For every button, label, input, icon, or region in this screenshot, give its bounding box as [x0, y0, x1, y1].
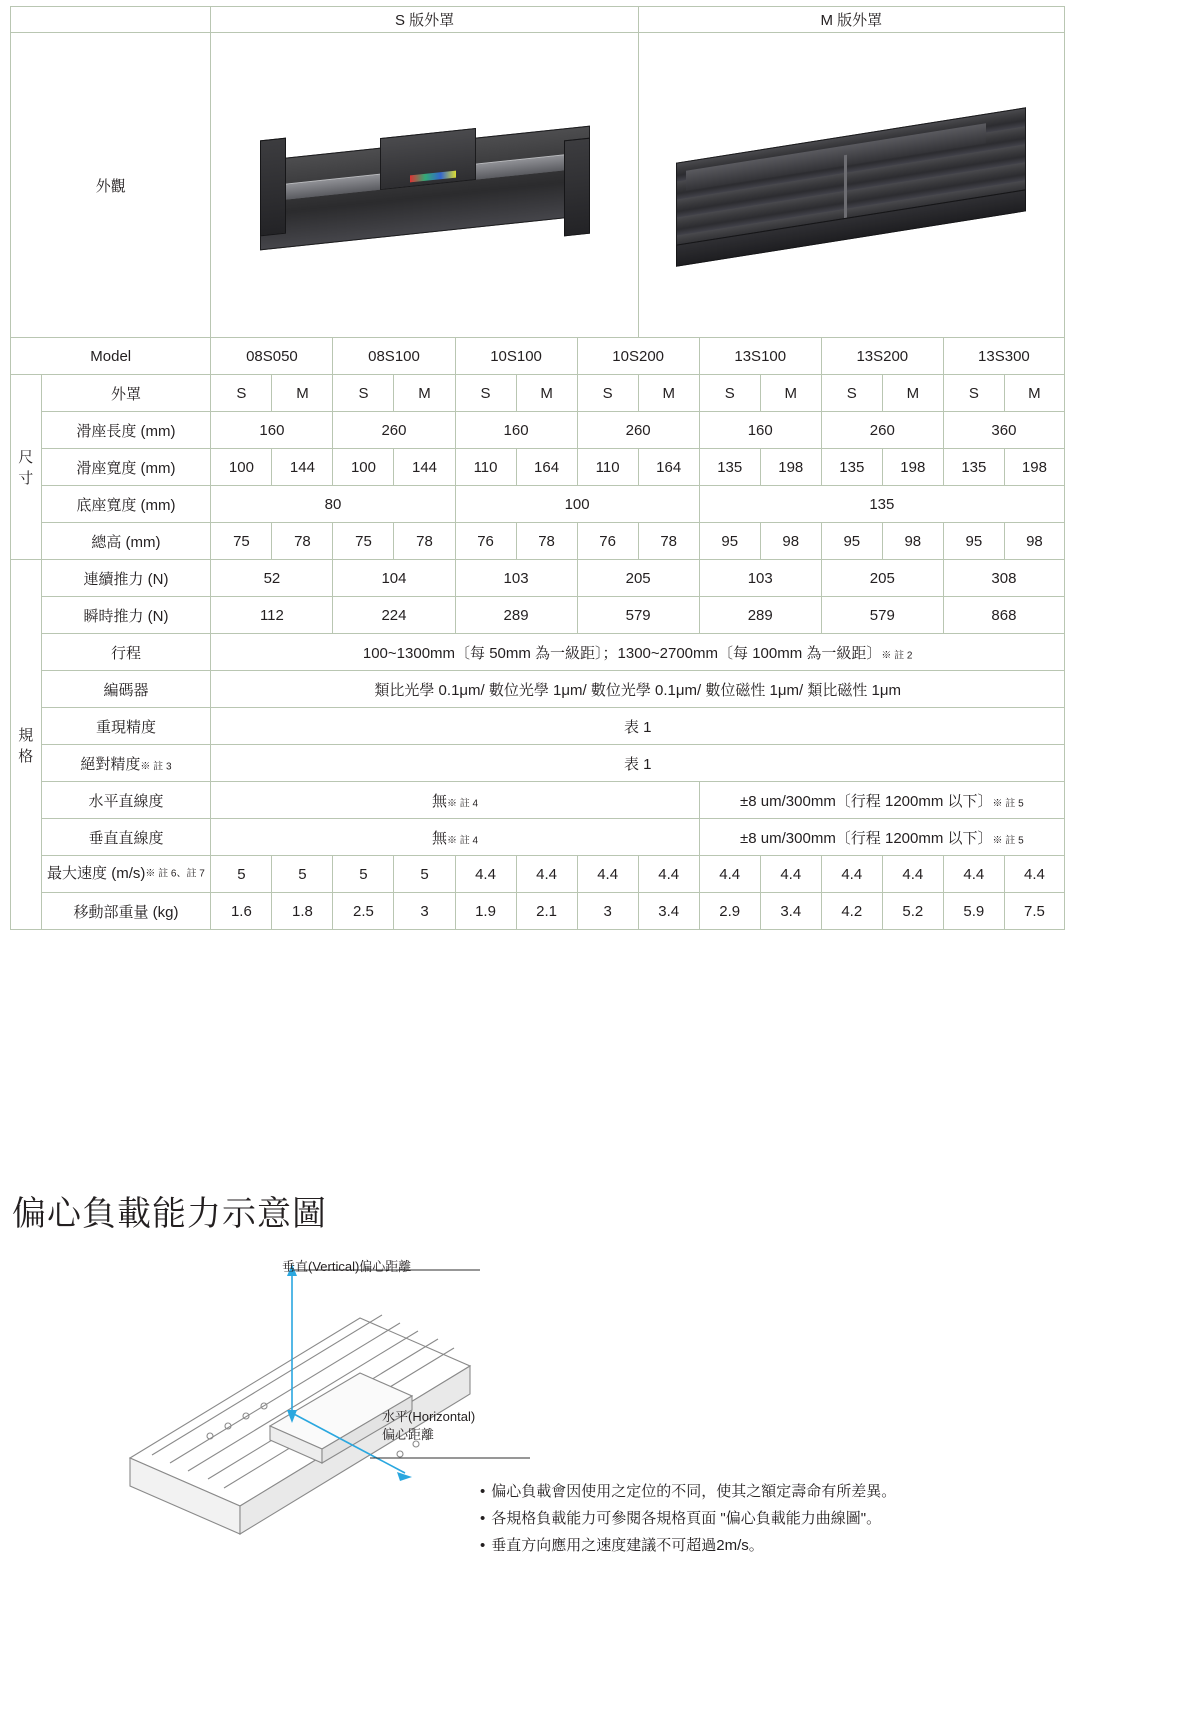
cell-cont-force-3: 205 [577, 560, 699, 597]
table-row-base-width [11, 486, 1065, 523]
cell-moving-mass-12: 5.9 [943, 893, 1004, 930]
table-row-moving-mass [11, 893, 1065, 930]
cell-cover-10: S [821, 375, 882, 412]
table-row-stroke [11, 634, 1065, 671]
model-13S100: 13S100 [699, 338, 821, 375]
cell-moving-mass-3: 3 [394, 893, 455, 930]
cell-slider-width-9: 198 [760, 449, 821, 486]
cell-max-speed-5: 4.4 [516, 856, 577, 893]
cell-total-height-13: 98 [1004, 523, 1064, 560]
cell-peak-force-0: 112 [211, 597, 333, 634]
table-row-cover-headers [11, 7, 1065, 33]
cell-total-height-11: 98 [882, 523, 943, 560]
cell-accuracy-value: 表 1 [211, 745, 1065, 782]
model-10S200: 10S200 [577, 338, 699, 375]
eccentric-load-notes [480, 1478, 1120, 1559]
h-straightness-left-text: 無 [431, 792, 447, 810]
cell-total-height-7: 78 [638, 523, 699, 560]
cell-base-width-2: 135 [699, 486, 1064, 523]
label-vertical-distance: 垂直(Vertical)偏心距離 [282, 1259, 412, 1274]
cell-cover-9: M [760, 375, 821, 412]
cell-slider-width-10: 135 [821, 449, 882, 486]
cell-max-speed-1: 5 [272, 856, 333, 893]
cell-v-straightness-left [211, 819, 699, 856]
cell-base-width-1: 100 [455, 486, 699, 523]
diagram-svg [60, 1258, 530, 1548]
cell-peak-force-2: 289 [455, 597, 577, 634]
cover-header-m: M 版外罩 [638, 7, 1064, 33]
accuracy-label-note: ※ 註 3 [140, 761, 172, 773]
note-item-3: • 垂直方向應用之速度建議不可超過2m/s。 [480, 1532, 1120, 1559]
cell-cover-8: S [699, 375, 760, 412]
row-label-encoder: 編碼器 [41, 671, 211, 708]
cell-moving-mass-6: 3 [577, 893, 638, 930]
cell-slider-width-6: 110 [577, 449, 638, 486]
row-label-stroke: 行程 [41, 634, 211, 671]
cell-peak-force-6: 868 [943, 597, 1064, 634]
cell-cover-0: S [211, 375, 272, 412]
cell-moving-mass-2: 2.5 [333, 893, 394, 930]
table-row-horizontal-straightness [11, 782, 1065, 819]
cell-cover-1: M [272, 375, 333, 412]
cell-moving-mass-1: 1.8 [272, 893, 333, 930]
cell-cover-2: S [333, 375, 394, 412]
row-label-cover: 外罩 [41, 375, 211, 412]
cell-cover-5: M [516, 375, 577, 412]
table-row-model [11, 338, 1065, 375]
cell-cover-12: S [943, 375, 1004, 412]
table-row-appearance [11, 33, 1065, 338]
cell-slider-width-2: 100 [333, 449, 394, 486]
cell-base-width-0: 80 [211, 486, 455, 523]
cell-total-height-12: 95 [943, 523, 1004, 560]
cell-slider-width-13: 198 [1004, 449, 1064, 486]
cell-peak-force-4: 289 [699, 597, 821, 634]
cell-repeatability-value: 表 1 [211, 708, 1065, 745]
cell-max-speed-12: 4.4 [943, 856, 1004, 893]
max-speed-label-note: ※ 註 6、註 7 [145, 868, 205, 880]
cell-total-height-3: 78 [394, 523, 455, 560]
cell-slider-length-4: 160 [699, 412, 821, 449]
cell-max-speed-3: 5 [394, 856, 455, 893]
cell-cont-force-4: 103 [699, 560, 821, 597]
cell-max-speed-8: 4.4 [699, 856, 760, 893]
cell-moving-mass-8: 2.9 [699, 893, 760, 930]
row-label-accuracy [41, 745, 211, 782]
row-label-base-width: 底座寬度 (mm) [41, 486, 211, 523]
h-straightness-right-note: ※ 註 5 [992, 798, 1024, 810]
cell-total-height-1: 78 [272, 523, 333, 560]
cell-total-height-8: 95 [699, 523, 760, 560]
cell-slider-length-6: 360 [943, 412, 1064, 449]
model-08S050: 08S050 [211, 338, 333, 375]
cell-slider-length-1: 260 [333, 412, 455, 449]
cell-cont-force-1: 104 [333, 560, 455, 597]
stroke-text: 100~1300mm〔每 50mm 為一級距〕；1300~2700mm〔每 100mm 為一級距〕 [362, 644, 882, 662]
row-label-repeatability: 重現精度 [41, 708, 211, 745]
cell-slider-width-5: 164 [516, 449, 577, 486]
note-item-1: • 偏心負載會因使用之定位的不同，使其之額定壽命有所差異。 [480, 1478, 1120, 1505]
cover-header-s: S 版外罩 [211, 7, 638, 33]
cell-peak-force-3: 579 [577, 597, 699, 634]
cell-moving-mass-7: 3.4 [638, 893, 699, 930]
v-straightness-right-text: ±8 um/300mm〔行程 1200mm 以下〕 [740, 829, 993, 847]
cell-total-height-10: 95 [821, 523, 882, 560]
cell-total-height-0: 75 [211, 523, 272, 560]
cell-cont-force-6: 308 [943, 560, 1064, 597]
cell-max-speed-11: 4.4 [882, 856, 943, 893]
cell-peak-force-1: 224 [333, 597, 455, 634]
cell-max-speed-4: 4.4 [455, 856, 516, 893]
cell-slider-length-2: 160 [455, 412, 577, 449]
section-title-eccentric-load: 偏心負載能力示意圖 [12, 1195, 327, 1233]
cell-max-speed-10: 4.4 [821, 856, 882, 893]
cell-max-speed-7: 4.4 [638, 856, 699, 893]
table-row-vertical-straightness [11, 819, 1065, 856]
h-straightness-right-text: ±8 um/300mm〔行程 1200mm 以下〕 [740, 792, 993, 810]
empty-corner [11, 7, 211, 33]
cell-max-speed-6: 4.4 [577, 856, 638, 893]
cell-cont-force-0: 52 [211, 560, 333, 597]
cell-moving-mass-10: 4.2 [821, 893, 882, 930]
cell-h-straightness-right [699, 782, 1064, 819]
cell-total-height-2: 75 [333, 523, 394, 560]
table-row-accuracy [11, 745, 1065, 782]
cell-moving-mass-13: 7.5 [1004, 893, 1064, 930]
table-row-slider-length [11, 412, 1065, 449]
cell-slider-length-0: 160 [211, 412, 333, 449]
cell-cover-6: S [577, 375, 638, 412]
cell-slider-length-3: 260 [577, 412, 699, 449]
v-straightness-left-note: ※ 註 4 [446, 835, 479, 847]
cell-moving-mass-4: 1.9 [455, 893, 516, 930]
appearance-label: 外觀 [11, 33, 211, 338]
max-speed-label-text: 最大速度 (m/s) [47, 865, 146, 883]
product-photo-m-cover [640, 35, 1063, 335]
cell-slider-width-0: 100 [211, 449, 272, 486]
row-label-total-height: 總高 (mm) [41, 523, 211, 560]
table-row-cover-type [11, 375, 1065, 412]
cell-cover-11: M [882, 375, 943, 412]
table-row-encoder [11, 671, 1065, 708]
cell-slider-width-12: 135 [943, 449, 1004, 486]
row-label-slider-width: 滑座寬度 (mm) [41, 449, 211, 486]
row-label-max-speed [41, 856, 211, 893]
accuracy-label-text: 絕對精度 [80, 755, 141, 773]
cell-slider-width-11: 198 [882, 449, 943, 486]
group-label-dimension: 尺寸 [11, 375, 42, 560]
cell-moving-mass-5: 2.1 [516, 893, 577, 930]
table-row-continuous-force [11, 560, 1065, 597]
cell-total-height-5: 78 [516, 523, 577, 560]
label-horizontal-distance-2: 偏心距離 [382, 1427, 435, 1442]
cell-slider-width-4: 110 [455, 449, 516, 486]
cell-cont-force-2: 103 [455, 560, 577, 597]
table-row-peak-force [11, 597, 1065, 634]
cell-cont-force-5: 205 [821, 560, 943, 597]
cell-encoder-value: 類比光學 0.1μm/ 數位光學 1μm/ 數位光學 0.1μm/ 數位磁性 1μm/ 類比磁性 1μm [211, 671, 1065, 708]
model-10S100: 10S100 [455, 338, 577, 375]
appearance-photo-m [638, 33, 1064, 338]
cell-total-height-9: 98 [760, 523, 821, 560]
cell-total-height-4: 76 [455, 523, 516, 560]
appearance-photo-s [211, 33, 638, 338]
table-row-total-height [11, 523, 1065, 560]
eccentric-load-diagram [60, 1258, 530, 1548]
table-row-slider-width [11, 449, 1065, 486]
cell-peak-force-5: 579 [821, 597, 943, 634]
row-label-h-straightness: 水平直線度 [41, 782, 211, 819]
h-straightness-left-note: ※ 註 4 [446, 798, 479, 810]
cell-h-straightness-left [211, 782, 699, 819]
note-item-2: • 各規格負載能力可參閱各規格頁面 "偏心負載能力曲線圖"。 [480, 1505, 1120, 1532]
cell-moving-mass-9: 3.4 [760, 893, 821, 930]
label-horizontal-distance-1: 水平(Horizontal) [382, 1409, 476, 1424]
cell-total-height-6: 76 [577, 523, 638, 560]
row-label-moving-mass: 移動部重量 (kg) [41, 893, 211, 930]
row-label-slider-length: 滑座長度 (mm) [41, 412, 211, 449]
cell-stroke-value [211, 634, 1065, 671]
cell-cover-13: M [1004, 375, 1064, 412]
cell-moving-mass-11: 5.2 [882, 893, 943, 930]
stroke-note: ※ 註 2 [881, 650, 913, 662]
row-label-peak-force: 瞬時推力 (N) [41, 597, 211, 634]
row-label-continuous-force: 連續推力 (N) [41, 560, 211, 597]
cell-moving-mass-0: 1.6 [211, 893, 272, 930]
cell-cover-3: M [394, 375, 455, 412]
cell-max-speed-9: 4.4 [760, 856, 821, 893]
cell-slider-length-5: 260 [821, 412, 943, 449]
product-photo-s-cover [212, 35, 636, 335]
model-08S100: 08S100 [333, 338, 455, 375]
cell-max-speed-2: 5 [333, 856, 394, 893]
cell-max-speed-13: 4.4 [1004, 856, 1064, 893]
cell-v-straightness-right [699, 819, 1064, 856]
spec-table [10, 6, 1065, 930]
model-13S300: 13S300 [943, 338, 1064, 375]
cell-slider-width-8: 135 [699, 449, 760, 486]
cell-max-speed-0: 5 [211, 856, 272, 893]
cell-cover-4: S [455, 375, 516, 412]
cell-cover-7: M [638, 375, 699, 412]
cell-slider-width-1: 144 [272, 449, 333, 486]
v-straightness-right-note: ※ 註 5 [992, 835, 1024, 847]
table-row-max-speed [11, 856, 1065, 893]
model-label: Model [11, 338, 211, 375]
table-row-repeatability [11, 708, 1065, 745]
cell-slider-width-3: 144 [394, 449, 455, 486]
row-label-v-straightness: 垂直直線度 [41, 819, 211, 856]
model-13S200: 13S200 [821, 338, 943, 375]
v-straightness-left-text: 無 [431, 829, 447, 847]
group-label-spec: 規格 [11, 560, 42, 930]
cell-slider-width-7: 164 [638, 449, 699, 486]
